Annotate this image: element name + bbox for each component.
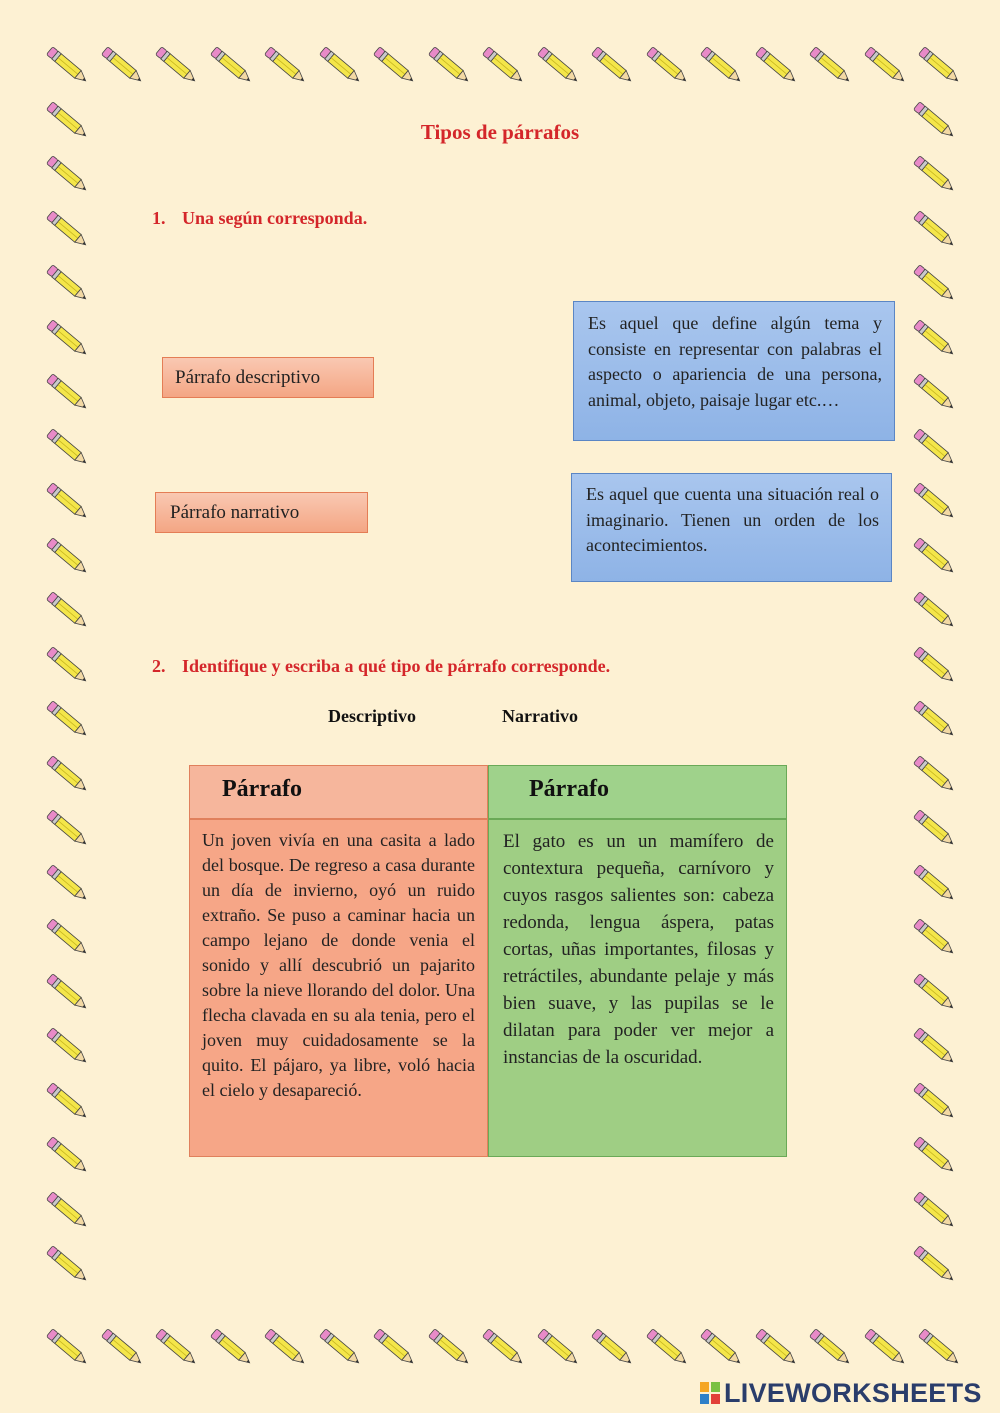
pencil-icon xyxy=(42,1025,94,1069)
pencil-icon xyxy=(805,44,857,88)
pencil-icon xyxy=(860,44,912,88)
option-narrativo[interactable]: Narrativo xyxy=(502,706,578,726)
pencil-icon xyxy=(909,753,961,797)
pencil-icon xyxy=(642,44,694,88)
pencil-icon xyxy=(909,916,961,960)
pencil-icon xyxy=(42,1243,94,1287)
definition-narrative[interactable]: Es aquel que cuenta una situación real o imaginario. Tienen un orden de los acontecimientos. xyxy=(571,473,892,582)
pencil-icon xyxy=(424,1326,476,1370)
pencil-icon xyxy=(909,1189,961,1233)
pencil-icon xyxy=(914,44,966,88)
pencil-icon xyxy=(42,208,94,252)
pencil-icon xyxy=(42,698,94,742)
pencil-icon xyxy=(97,1326,149,1370)
pencil-icon xyxy=(42,426,94,470)
pencil-icon xyxy=(42,807,94,851)
paragraph-1-text: Un joven vivía en una casita a lado del bosque. De regreso a casa durante un día de invierno, oyó un ruido extraño. Se puso a caminar hacia un campo lejano de donde venia el sonido y allí descubrió un pajarito sobre la nieve llorando del dolor. Una flecha clavada en su ala tenia, pero el joven muy cuidadosamente se la quito. El pájaro, ya libre, voló hacia el cielo y desapareció. xyxy=(189,819,488,1157)
pencil-icon xyxy=(42,480,94,524)
pencil-icon xyxy=(42,1189,94,1233)
pencil-icon xyxy=(42,44,94,88)
pencil-icon xyxy=(315,44,367,88)
pencil-icon xyxy=(42,862,94,906)
question-2-text: Identifique y escriba a qué tipo de párrafo corresponde. xyxy=(182,656,611,676)
pencil-icon xyxy=(42,153,94,197)
pencil-icon xyxy=(909,589,961,633)
pencil-icon xyxy=(151,44,203,88)
question-1-number: 1. xyxy=(152,208,166,228)
pencil-icon xyxy=(42,262,94,306)
pencil-icon xyxy=(909,208,961,252)
pencil-icon xyxy=(206,1326,258,1370)
pencil-icon xyxy=(42,317,94,361)
pencil-icon xyxy=(909,371,961,415)
pencil-icon xyxy=(478,1326,530,1370)
pencil-icon xyxy=(369,44,421,88)
pencil-icon xyxy=(42,753,94,797)
question-2-number: 2. xyxy=(152,656,166,676)
pencil-icon xyxy=(42,1326,94,1370)
pencil-icon xyxy=(909,698,961,742)
pencil-icon xyxy=(42,1134,94,1178)
paragraph-1-heading[interactable]: Párrafo xyxy=(189,765,488,819)
pencil-icon xyxy=(151,1326,203,1370)
pencil-icon xyxy=(260,44,312,88)
pencil-icon xyxy=(424,44,476,88)
pencil-icon xyxy=(42,644,94,688)
pencil-icon xyxy=(805,1326,857,1370)
pencil-icon xyxy=(696,1326,748,1370)
pencil-icon xyxy=(914,1326,966,1370)
pencil-icon xyxy=(909,807,961,851)
pencil-icon xyxy=(42,589,94,633)
pencil-icon xyxy=(369,1326,421,1370)
pencil-icon xyxy=(260,1326,312,1370)
pencil-icon xyxy=(860,1326,912,1370)
question-2 xyxy=(152,656,610,677)
pencil-icon xyxy=(909,1134,961,1178)
pencil-icon xyxy=(909,862,961,906)
pencil-icon xyxy=(42,535,94,579)
pencil-icon xyxy=(315,1326,367,1370)
pencil-icon xyxy=(478,44,530,88)
pencil-icon xyxy=(909,535,961,579)
pencil-icon xyxy=(533,44,585,88)
definition-descriptive[interactable]: Es aquel que define algún tema y consiste en representar con palabras el aspecto o apariencia de una persona, animal, objeto, paisaje lugar etc.… xyxy=(573,301,895,441)
paragraph-2-text: El gato es un un mamífero de contextura pequeña, carnívoro y cuyos rasgos salientes son: cabeza redonda, lengua áspera, patas cortas, uñas importantes, filosas y retráctiles, abundante pelaje y más bien suave, y las pupilas se le dilatan para poder ver mejor a instancias de la oscuridad. xyxy=(488,819,787,1157)
pencil-icon xyxy=(909,1080,961,1124)
pencil-icon xyxy=(909,426,961,470)
brand-text: LIVEWORKSHEETS xyxy=(724,1377,982,1408)
pencil-icon xyxy=(42,371,94,415)
pencil-icon xyxy=(909,153,961,197)
pencil-icon xyxy=(533,1326,585,1370)
option-descriptivo[interactable]: Descriptivo xyxy=(328,706,416,726)
pencil-icon xyxy=(751,44,803,88)
pencil-icon xyxy=(909,1025,961,1069)
liveworksheets-brand xyxy=(700,1378,995,1408)
pencil-icon xyxy=(206,44,258,88)
pencil-icon xyxy=(909,262,961,306)
pencil-icon xyxy=(751,1326,803,1370)
pencil-icon xyxy=(42,916,94,960)
pencil-icon xyxy=(42,1080,94,1124)
pencil-icon xyxy=(587,44,639,88)
term-narrative[interactable]: Párrafo narrativo xyxy=(155,492,368,533)
term-descriptive[interactable]: Párrafo descriptivo xyxy=(162,357,374,398)
pencil-icon xyxy=(587,1326,639,1370)
pencil-icon xyxy=(909,317,961,361)
pencil-icon xyxy=(97,44,149,88)
pencil-icon xyxy=(696,44,748,88)
liveworksheets-logo-icon xyxy=(700,1382,720,1404)
page-title: Tipos de párrafos xyxy=(420,120,580,144)
pencil-icon xyxy=(642,1326,694,1370)
pencil-icon xyxy=(909,1243,961,1287)
pencil-icon xyxy=(42,971,94,1015)
pencil-icon xyxy=(909,480,961,524)
paragraph-2-heading[interactable]: Párrafo xyxy=(488,765,787,819)
pencil-icon xyxy=(909,644,961,688)
question-1-text: Una según corresponda. xyxy=(182,208,368,228)
question-1 xyxy=(152,208,367,229)
pencil-icon xyxy=(909,971,961,1015)
